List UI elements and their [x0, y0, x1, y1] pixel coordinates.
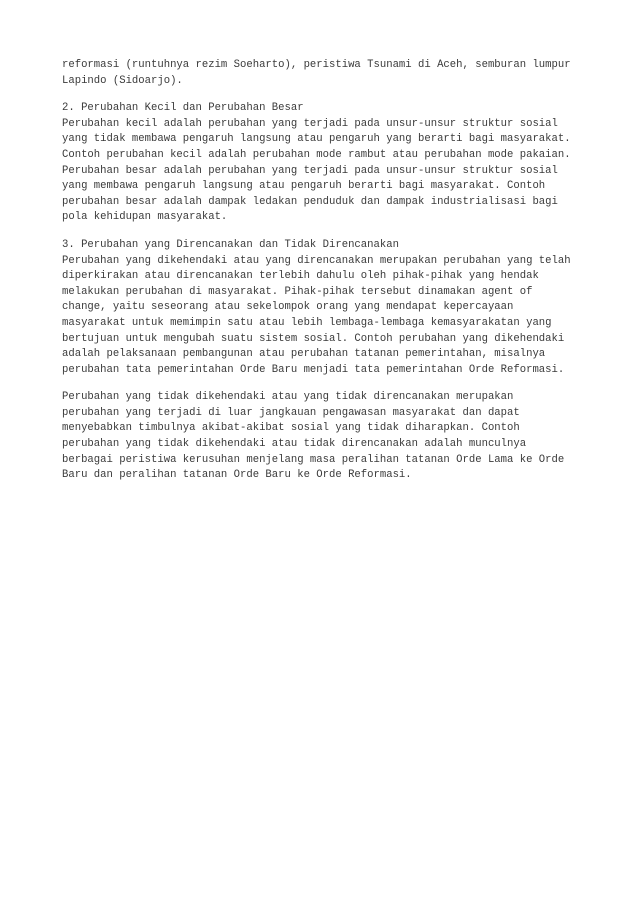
intro-paragraph [62, 58, 592, 89]
section-heading: 3. Perubahan yang Direncanakan dan Tidak Direncanakan [62, 238, 399, 251]
section-small-big-change [62, 101, 592, 226]
section-planned-unplanned-change [62, 238, 592, 378]
text-line: perubahan yang tidak dikehendaki atau tidak direncanakan adalah munculnya [62, 438, 527, 451]
text-line: masyarakat untuk memimpin satu atau lebih lembaga-lembaga kemasyarakatan yang [62, 316, 552, 329]
text-line: bertujuan untuk mengubah suatu sistem sosial. Contoh perubahan yang dikehendaki [62, 332, 565, 345]
text-line: Lapindo (Sidoarjo). [62, 74, 183, 87]
section-heading: 2. Perubahan Kecil dan Perubahan Besar [62, 102, 304, 115]
text-line: Contoh perubahan kecil adalah perubahan mode rambut atau perubahan mode pakaian. [62, 148, 571, 161]
text-line: perubahan yang terjadi di luar jangkauan pengawasan masyarakat dan dapat [62, 406, 520, 419]
text-line: Perubahan besar adalah perubahan yang terjadi pada unsur-unsur struktur sosial [62, 164, 558, 177]
text-line: Perubahan kecil adalah perubahan yang terjadi pada unsur-unsur struktur sosial [62, 117, 558, 130]
text-line: perubahan besar adalah dampak ledakan penduduk dan dampak industrialisasi bagi [62, 195, 558, 208]
unplanned-change-paragraph [62, 390, 592, 484]
paragraph-gap [62, 378, 592, 390]
text-line: melakukan perubahan di masyarakat. Pihak-pihak tersebut dinamakan agent of [62, 285, 533, 298]
text-line: Perubahan yang tidak dikehendaki atau yang tidak direncanakan merupakan [62, 391, 514, 404]
text-line: change, yaitu seseorang atau sekelompok orang yang mendapat kepercayaan [62, 301, 514, 314]
paragraph-gap [62, 89, 592, 101]
paragraph-gap [62, 226, 592, 238]
text-line: perubahan tata pemerintahan Orde Baru menjadi tata pemerintahan Orde Reformasi. [62, 363, 565, 376]
text-line: adalah pelaksanaan pembangunan atau perubahan tatanan pemerintahan, misalnya [62, 348, 546, 361]
text-line: menyebabkan timbulnya akibat-akibat sosial yang tidak diharapkan. Contoh [62, 422, 520, 435]
text-line: pola kehidupan masyarakat. [62, 211, 228, 224]
text-line: diperkirakan atau direncanakan terlebih dahulu oleh pihak-pihak yang hendak [62, 270, 539, 283]
text-line: yang membawa pengaruh langsung atau pengaruh berarti bagi masyarakat. Contoh [62, 180, 546, 193]
document-body [62, 58, 592, 484]
text-line: reformasi (runtuhnya rezim Soeharto), peristiwa Tsunami di Aceh, semburan lumpur [62, 59, 571, 71]
text-line: Baru dan peralihan tatanan Orde Baru ke Orde Reformasi. [62, 469, 412, 482]
text-line: yang tidak membawa pengaruh langsung atau pengaruh yang berarti bagi masyarakat. [62, 133, 571, 146]
text-line: berbagai peristiwa kerusuhan menjelang masa peralihan tatanan Orde Lama ke Orde [62, 453, 565, 466]
text-line: Perubahan yang dikehendaki atau yang direncanakan merupakan perubahan yang telah [62, 254, 571, 267]
